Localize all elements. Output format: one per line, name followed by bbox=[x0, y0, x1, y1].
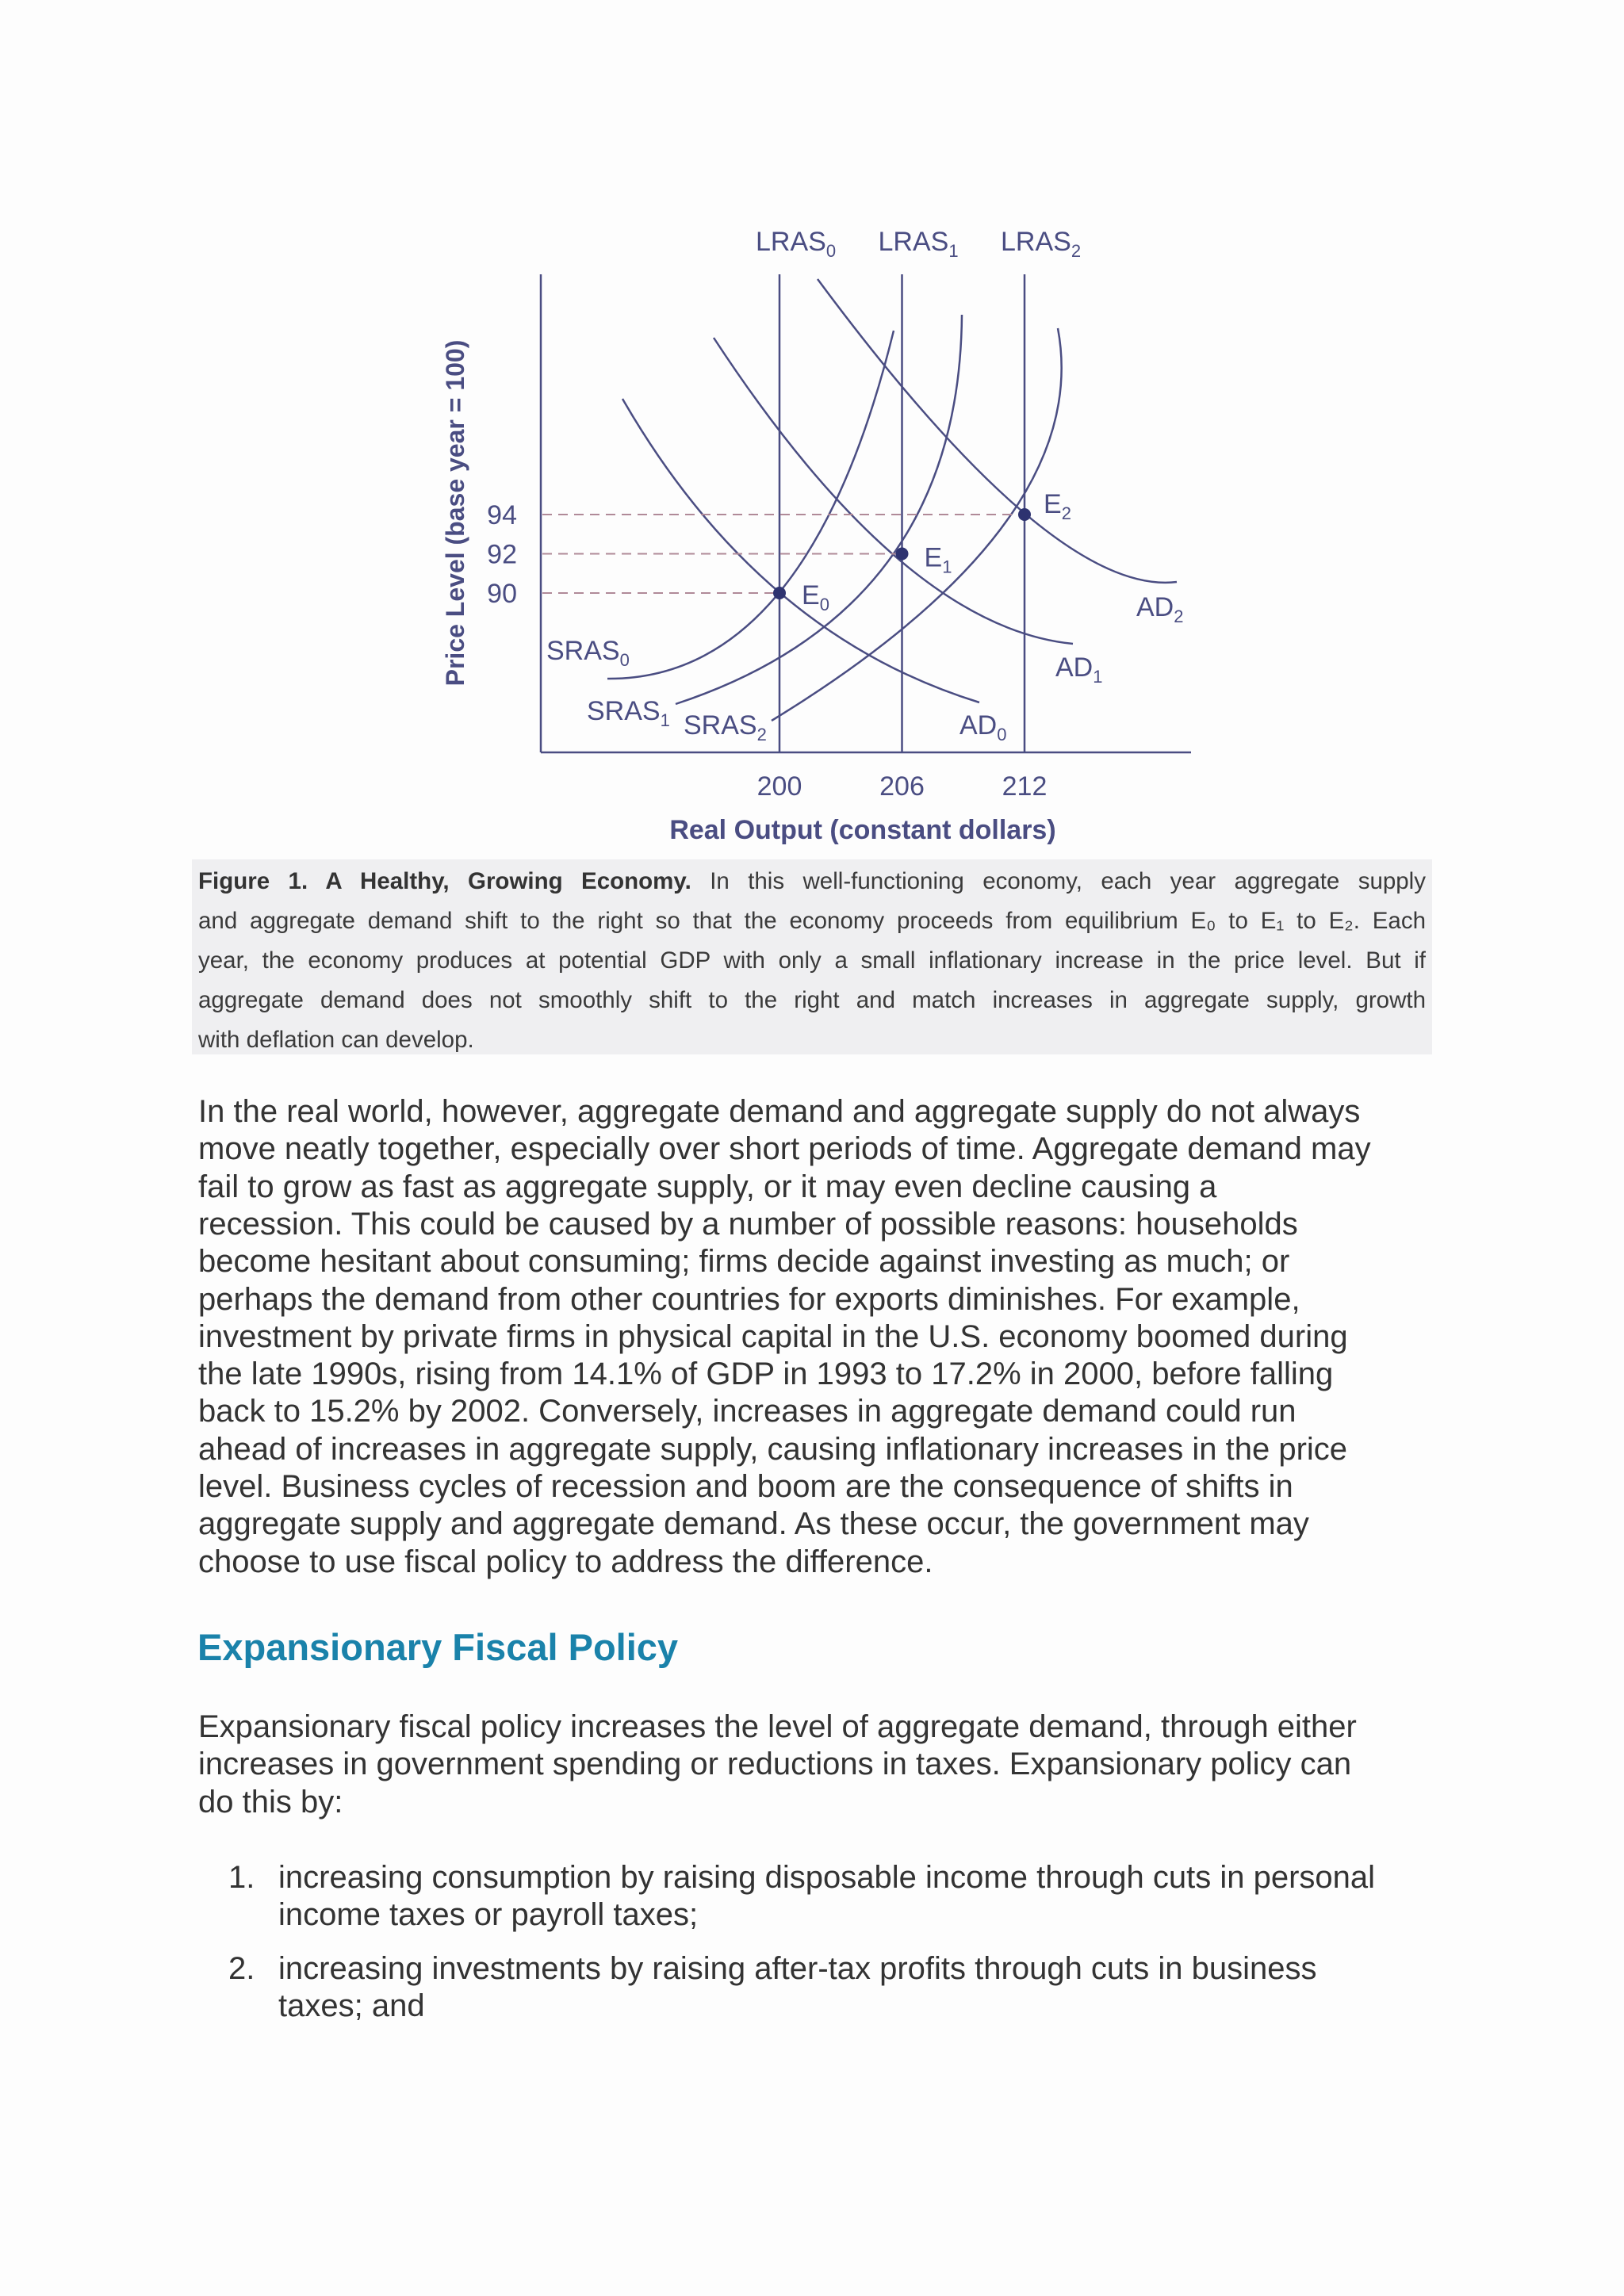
x-tick-label: 206 bbox=[879, 771, 925, 802]
ad2-label: $AD_2$ bbox=[1136, 592, 1184, 626]
lras-label-1: $LRAS_1$ bbox=[878, 227, 959, 261]
text-line: become hesitant about consuming; firms decide against investing as much; or bbox=[198, 1244, 1290, 1280]
ad1-label: $AD_1$ bbox=[1055, 652, 1103, 687]
text-line: aggregate supply and aggregate demand. As these occur, the government may bbox=[198, 1506, 1309, 1542]
sras1-curve bbox=[676, 315, 962, 704]
equilibrium-point-2 bbox=[1018, 508, 1031, 521]
caption-line: with deflation can develop. bbox=[198, 1027, 474, 1053]
sras0-label: $SRAS_0$ bbox=[546, 636, 630, 670]
ad1-curve bbox=[714, 338, 1073, 644]
x-axis-title: Real Output (constant dollars) bbox=[669, 815, 1056, 845]
ad-as-chart bbox=[0, 0, 1624, 856]
y-axis-title: Price Level (base year = 100) bbox=[441, 339, 469, 687]
caption-title: Figure 1. A Healthy, Growing Economy. bbox=[198, 868, 691, 894]
equilibrium-label-1: $E_1$ bbox=[924, 542, 952, 577]
x-tick-label: 212 bbox=[1002, 771, 1048, 802]
figure-caption bbox=[192, 859, 1432, 1054]
caption-line: and aggregate demand shift to the right so that the economy proceeds from equilibrium E₀ to E₁ to E₂. Each bbox=[198, 908, 1426, 934]
text-line: level. Business cycles of recession and boom are the consequence of shifts in bbox=[198, 1469, 1293, 1504]
sras2-curve bbox=[772, 328, 1062, 721]
x-tick-label: 200 bbox=[756, 771, 802, 802]
text-line: perhaps the demand from other countries for exports diminishes. For example, bbox=[198, 1281, 1300, 1317]
text-line: increases in government spending or reductions in taxes. Expansionary policy can bbox=[198, 1747, 1352, 1782]
lras-label-0: $LRAS_0$ bbox=[756, 227, 837, 261]
y-tick-label: 90 bbox=[487, 579, 517, 609]
y-tick-label: 92 bbox=[487, 539, 517, 570]
equilibrium-point-0 bbox=[773, 587, 786, 599]
ad2-curve bbox=[818, 279, 1177, 583]
equilibrium-point-1 bbox=[896, 548, 909, 561]
caption-line: year, the economy produces at potential GDP with only a small inflationary increase in the price level. But if bbox=[198, 947, 1426, 974]
list-item-line: increasing consumption by raising disposable income through cuts in personal bbox=[278, 1860, 1376, 1895]
list-number: 1. bbox=[228, 1860, 255, 1895]
caption-line: aggregate demand does not smoothly shift to the right and match increases in aggregate supply, growth bbox=[198, 987, 1426, 1013]
text-line: move neatly together, especially over short periods of time. Aggregate demand may bbox=[198, 1131, 1371, 1167]
y-tick-label: 94 bbox=[487, 500, 517, 530]
lras-label-2: $LRAS_2$ bbox=[1001, 227, 1082, 261]
equilibrium-label-2: $E_2$ bbox=[1044, 489, 1071, 523]
text-line: investment by private firms in physical capital in the U.S. economy boomed during bbox=[198, 1318, 1348, 1354]
text-line: the late 1990s, rising from 14.1% of GDP in 1993 to 17.2% in 2000, before falling bbox=[198, 1357, 1334, 1392]
list-number: 2. bbox=[228, 1951, 255, 1986]
sras0-curve bbox=[607, 331, 894, 679]
text-line: back to 15.2% by 2002. Conversely, increases in aggregate demand could run bbox=[198, 1394, 1297, 1429]
text-line: recession. This could be caused by a number of possible reasons: households bbox=[198, 1206, 1298, 1242]
sras2-label: $SRAS_2$ bbox=[684, 710, 767, 744]
text-line: In the real world, however, aggregate demand and aggregate supply do not always bbox=[198, 1094, 1361, 1129]
text-line: do this by: bbox=[198, 1784, 343, 1820]
list-item-line: taxes; and bbox=[278, 1988, 425, 2024]
list-item-line: increasing investments by raising after-tax profits through cuts in business bbox=[278, 1951, 1317, 1986]
sras1-label: $SRAS_1$ bbox=[587, 696, 670, 730]
text-line: ahead of increases in aggregate supply, causing inflationary increases in the price bbox=[198, 1431, 1348, 1467]
ad0-label: $AD_0$ bbox=[959, 710, 1007, 744]
text-line: fail to grow as fast as aggregate supply, or it may even decline causing a bbox=[198, 1169, 1217, 1204]
text-line: Expansionary fiscal policy increases the level of aggregate demand, through either bbox=[198, 1709, 1357, 1744]
caption-line: Figure 1. A Healthy, Growing Economy. In this well-functioning economy, each year aggregate supply bbox=[198, 868, 1426, 894]
list-item-line: income taxes or payroll taxes; bbox=[278, 1897, 699, 1933]
equilibrium-label-0: $E_0$ bbox=[802, 580, 829, 614]
text-line: choose to use fiscal policy to address the difference. bbox=[198, 1544, 933, 1579]
section-heading: Expansionary Fiscal Policy bbox=[197, 1626, 679, 1668]
